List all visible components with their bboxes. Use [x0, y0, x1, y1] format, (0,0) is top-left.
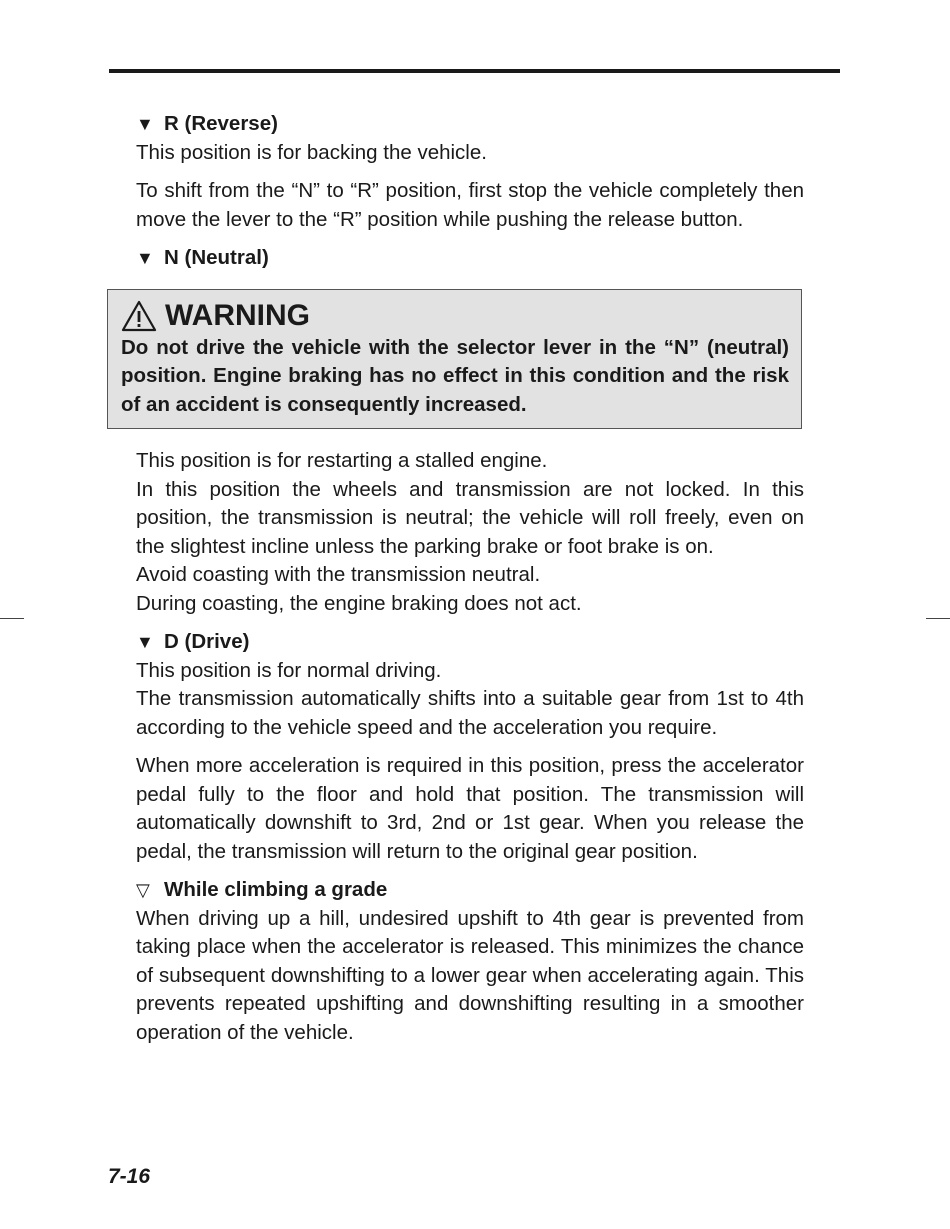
heading-drive-label: D (Drive) — [164, 630, 250, 653]
warning-text: Do not drive the vehicle with the selector lever in the “N” (neutral) position. Engine braking has no effect in this condition and the risk of an accident is consequently increased. — [121, 335, 789, 416]
reverse-para-2: To shift from the “N” to “R” position, first stop the vehicle completely then move the lever to the “R” position while pushing the release button. — [136, 179, 804, 231]
crop-mark-right — [926, 618, 950, 619]
warning-box — [107, 289, 802, 430]
filled-triangle-icon: ▼ — [136, 114, 154, 134]
heading-reverse-label: R (Reverse) — [164, 112, 278, 135]
climbing-text: When driving up a hill, undesired upshift to 4th gear is prevented from taking place when the accelerator is released. This minimizes the chance of subsequent downshifting to a lower gear when accelerating again. This prevents repeated upshifting and downshifting resulting in a smoother operation of the vehicle. — [136, 906, 804, 1044]
neutral-line-4: During coasting, the engine braking does not act. — [136, 591, 582, 615]
heading-reverse — [136, 110, 804, 139]
filled-triangle-icon: ▼ — [136, 632, 154, 652]
drive-line-2: The transmission automatically shifts into a suitable gear from 1st to 4th according to the vehicle speed and the acceleration you require. — [136, 687, 804, 739]
filled-triangle-icon: ▼ — [136, 248, 154, 268]
warning-title-label: WARNING — [165, 298, 310, 332]
crop-mark-left — [0, 618, 24, 619]
outline-triangle-icon: ▽ — [136, 880, 150, 900]
heading-climbing-label: While climbing a grade — [164, 878, 388, 901]
warning-icon — [121, 300, 157, 332]
neutral-line-1: This position is for restarting a stalled engine. — [136, 449, 548, 472]
page-number: 7-16 — [108, 1165, 151, 1188]
heading-drive — [136, 628, 804, 657]
neutral-line-2: In this position the wheels and transmission are not locked. In this position, the transmission is neutral; the vehicle will roll freely, even on the slightest incline unless the parking brake or foot brake is on. — [136, 477, 804, 558]
drive-para-3: When more acceleration is required in this position, press the accelerator pedal fully to the floor and hold that position. The transmission will automatically downshift to 3rd, 2nd or 1st gear. When you release the pedal, the transmission will return to the original gear position. — [136, 754, 804, 863]
neutral-line-3: Avoid coasting with the transmission neutral. — [136, 563, 541, 586]
drive-line-1: This position is for normal driving. — [136, 658, 442, 682]
heading-climbing — [136, 876, 804, 905]
heading-neutral-label: N (Neutral) — [164, 246, 269, 269]
reverse-para-1: This position is for backing the vehicle. — [136, 140, 487, 164]
warning-title — [121, 300, 789, 332]
heading-neutral — [136, 244, 804, 273]
page-content — [121, 110, 804, 1047]
top-rule — [109, 69, 840, 73]
